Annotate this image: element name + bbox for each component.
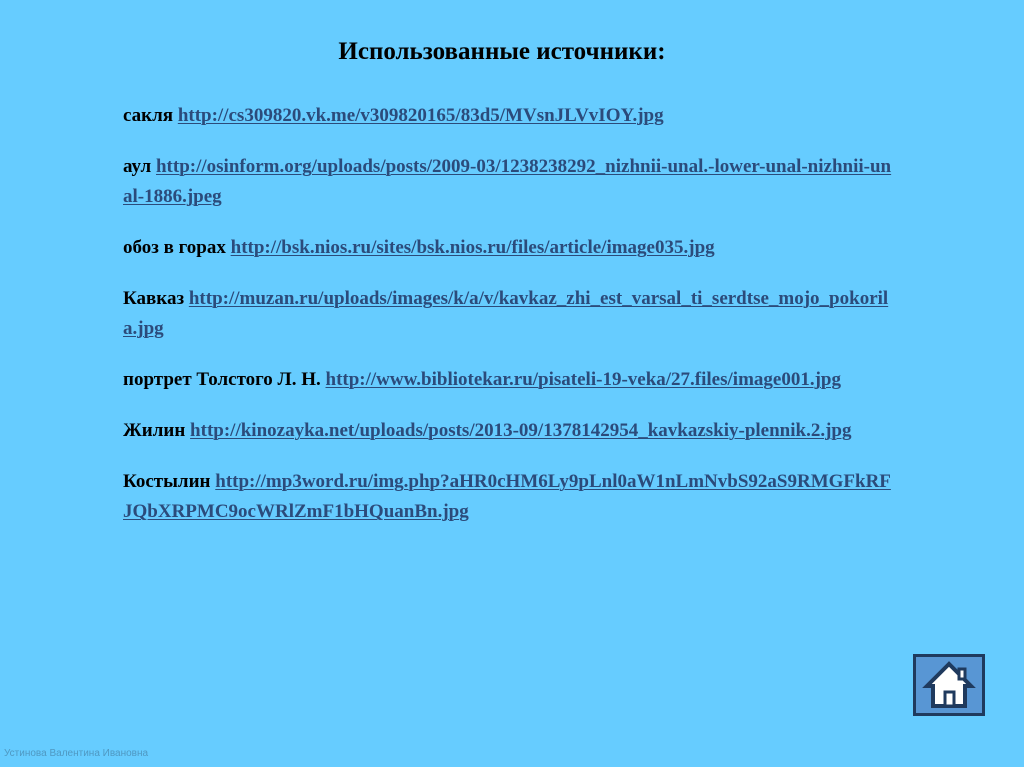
source-item-zhilin (123, 416, 893, 446)
author-footer: Устинова Валентина Ивановна (4, 748, 149, 759)
source-label: обоз в горах (123, 237, 231, 258)
source-item-tolstoy (123, 365, 893, 395)
source-link[interactable]: http://www.bibliotekar.ru/pisateli-19-veka/27.files/image001.jpg (325, 369, 841, 390)
source-label: сакля (123, 105, 178, 126)
source-link[interactable]: http://osinform.org/uploads/posts/2009-03/1238238292_nizhnii-unal.-lower-unal-nizhnii-unal-1886.jpeg (123, 156, 892, 207)
source-link[interactable]: http://bsk.nios.ru/sites/bsk.nios.ru/files/article/image035.jpg (230, 237, 715, 258)
source-label: аул (123, 156, 156, 177)
page-title: Использованные источники: (338, 38, 666, 65)
source-link[interactable]: http://muzan.ru/uploads/images/k/a/v/kavkaz_zhi_est_varsal_ti_serdtse_mojo_pokorila.jpg (123, 288, 889, 339)
source-label: Жилин (123, 420, 191, 441)
source-item-oboz (123, 233, 893, 263)
source-label: Костылин (123, 471, 216, 492)
source-link[interactable]: http://mp3word.ru/img.php?aHR0cHM6Ly9pLnl0aW1nLmNvbS92aS9RMGFkRFJQbXRPMC9ocWRlZmF1bHQuanBn.jpg (123, 471, 891, 522)
home-button[interactable] (913, 654, 985, 716)
source-link[interactable]: http://cs309820.vk.me/v309820165/83d5/MVsnJLVvIOY.jpg (177, 105, 664, 126)
source-link[interactable]: http://kinozayka.net/uploads/posts/2013-09/1378142954_kavkazskiy-plennik.2.jpg (190, 420, 852, 441)
source-item-kavkaz (123, 284, 893, 344)
source-item-aul (123, 152, 893, 212)
home-icon (921, 659, 977, 711)
source-item-saklya (123, 101, 893, 131)
source-item-kostylin (123, 467, 893, 527)
source-label: портрет Толстого Л. Н. (123, 369, 326, 390)
sources-list (123, 101, 893, 548)
source-label: Кавказ (123, 288, 189, 309)
